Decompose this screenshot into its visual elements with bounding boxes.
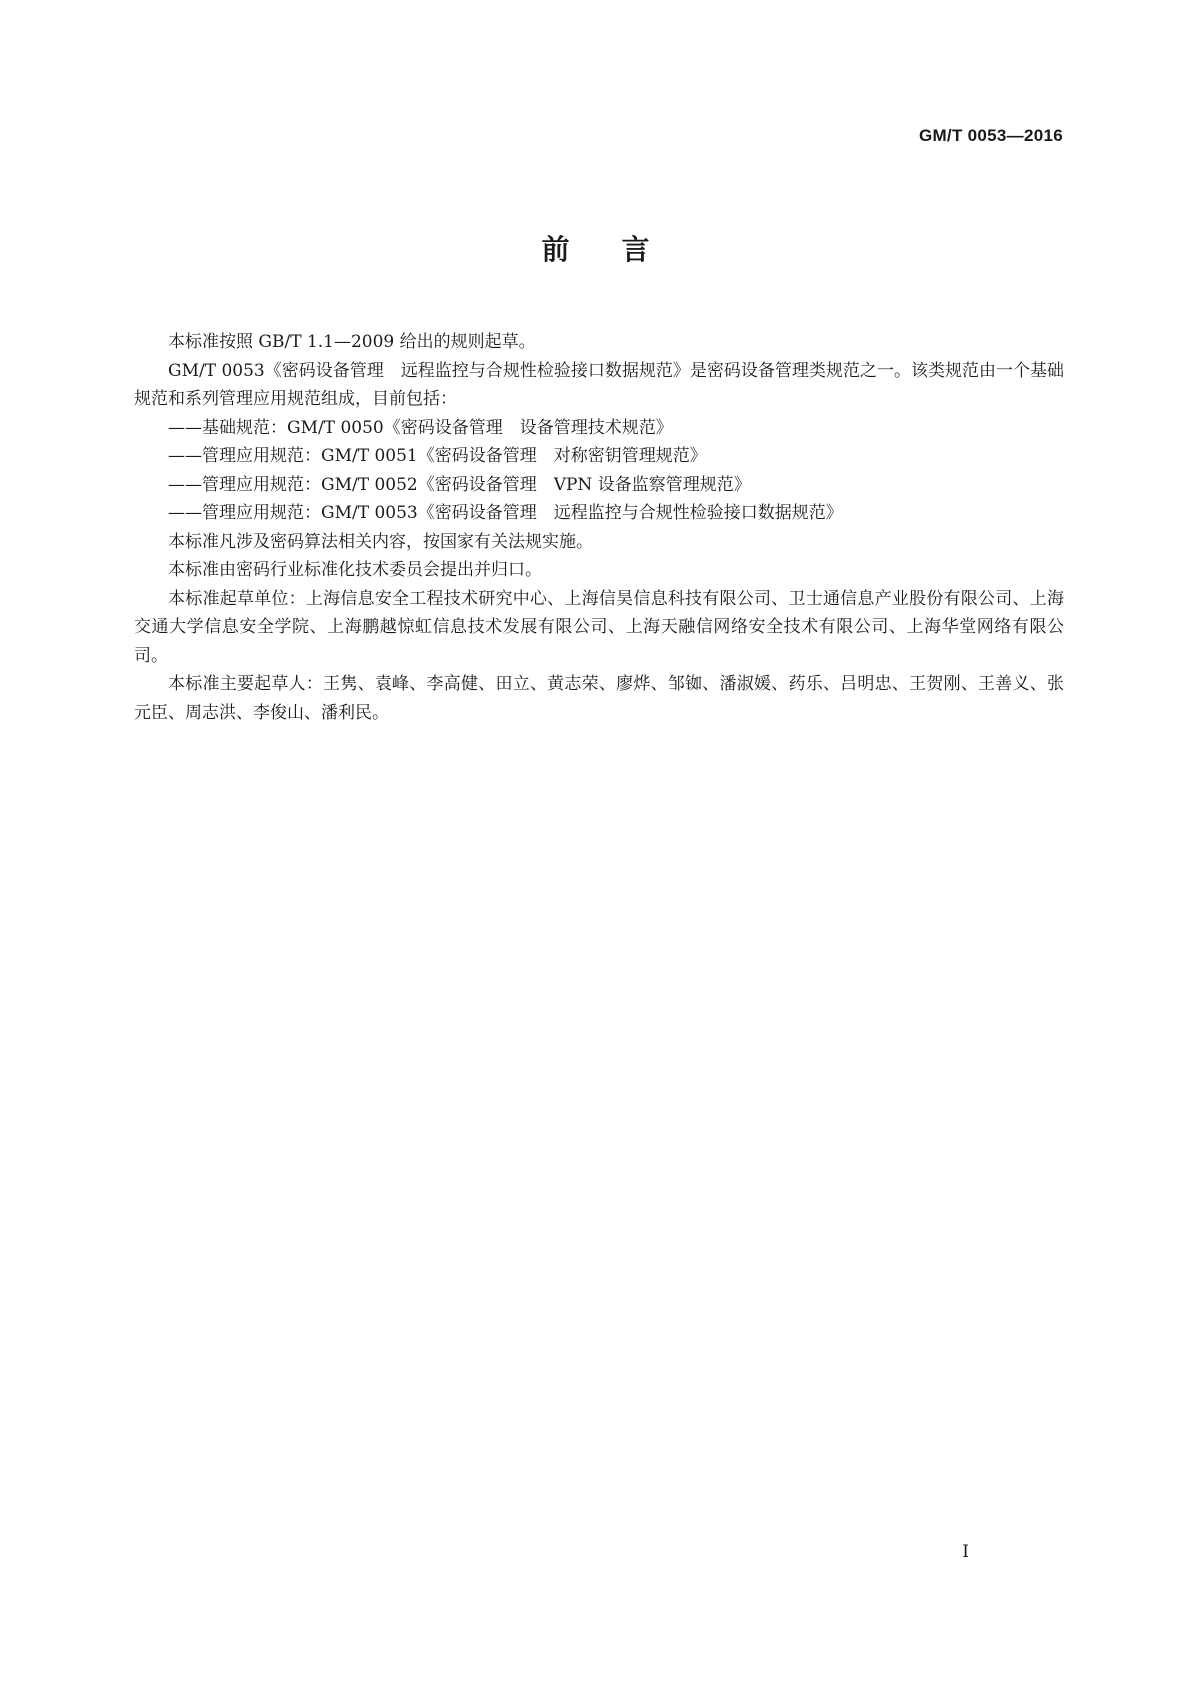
paragraph-crypto-algorithms: 本标准凡涉及密码算法相关内容，按国家有关法规实施。 — [168, 531, 593, 552]
paragraph-drafters: 本标准主要起草人：王隽、袁峰、李高健、田立、黄志荣、廖烨、邹铷、潘淑媛、药乐、吕明忠、王贺刚、王善义、张元臣、周志洪、李俊山、潘利民。 — [134, 674, 1064, 723]
list-item-base-spec: ——基础规范：GM/T 0050《密码设备管理 设备管理技术规范》 — [168, 417, 673, 438]
list-item-app-spec-0051: ——管理应用规范：GM/T 0051《密码设备管理 对称密钥管理规范》 — [168, 446, 707, 466]
paragraph-proposer: 本标准由密码行业标准化技术委员会提出并归口。 — [168, 560, 542, 580]
list-item-app-spec-0052: ——管理应用规范：GM/T 0052《密码设备管理 VPN 设备监察管理规范》 — [168, 474, 751, 495]
paragraph-drafting-rules: 本标准按照 GB/T 1.1—2009 给出的规则起草。 — [168, 332, 536, 352]
standard-code: GM/T 0053—2016 — [918, 126, 1063, 145]
page-number: I — [962, 1542, 969, 1562]
paragraph-drafting-units: 本标准起草单位：上海信息安全工程技术研究中心、上海信昊信息科技有限公司、卫士通信息产业股份有限公司、上海交通大学信息安全学院、上海鹏越惊虹信息技术发展有限公司、上海天融信网络安全技术有限公司、上海华堂网络有限公司。 — [134, 588, 1064, 666]
list-item-app-spec-0053: ——管理应用规范：GM/T 0053《密码设备管理 远程监控与合规性检验接口数据规范》 — [168, 503, 843, 523]
page-title: 前言 — [541, 233, 702, 266]
paragraph-series-overview: GM/T 0053《密码设备管理 远程监控与合规性检验接口数据规范》是密码设备管理类规范之一。该类规范由一个基础规范和系列管理应用规范组成，目前包括： — [134, 360, 1064, 409]
foreword-body — [134, 328, 1064, 727]
